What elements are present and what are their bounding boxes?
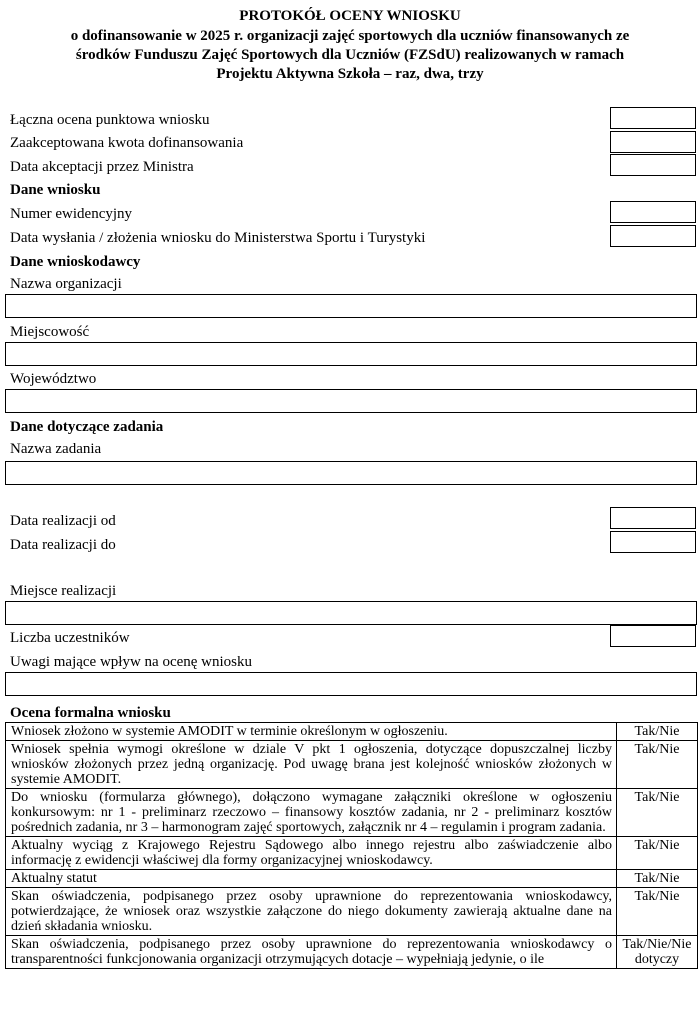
document-subtitle: środków Funduszu Zajęć Sportowych dla Uczniów (FZSdU) realizowanych w ramach [75, 47, 625, 63]
document-title: PROTOKÓŁ OCENY WNIOSKU [239, 8, 461, 24]
document-subtitle: o dofinansowanie w 2025 r. organizacji zajęć sportowych dla uczniów finansowanych ze [70, 28, 630, 44]
participants-label: Liczba uczestników [10, 630, 130, 646]
table-row [6, 936, 698, 969]
document-subtitle: Projektu Aktywna Szkoła – raz, dwa, trzy [216, 66, 484, 82]
criterion-answer[interactable]: Tak/Nie [617, 870, 698, 888]
submission-date-label: Data wysłania / złożenia wniosku do Ministerstwa Sportu i Turystyki [10, 230, 426, 246]
criterion-text: Skan oświadczenia, podpisanego przez osoby uprawnione do reprezentowania wnioskodawcy o transparentności funkcjonowania organizacji otrzymujących dotacje – wypełniają jedynie, o ile [6, 936, 617, 969]
registration-number-label: Numer ewidencyjny [10, 206, 133, 222]
task-name-label: Nazwa zadania [10, 441, 102, 457]
locality-label: Miejscowość [10, 324, 90, 340]
voivodeship-label: Województwo [10, 371, 97, 387]
criterion-answer[interactable]: Tak/Nie [617, 789, 698, 837]
minister-acceptance-date-label: Data akceptacji przez Ministra [10, 159, 194, 175]
organization-name-label: Nazwa organizacji [10, 276, 122, 292]
date-from-label: Data realizacji od [10, 513, 116, 529]
criterion-text: Wniosek spełnia wymogi określone w dziale V pkt 1 ogłoszenia, dotyczące dopuszczalnej liczby wniosków złożonych przez jedną organizację. Pod uwagę brana jest kolejność wniosków złożonych w systemie AMODIT. [6, 741, 617, 789]
application-data-heading: Dane wniosku [10, 182, 101, 198]
date-to-field[interactable] [610, 531, 696, 553]
place-field[interactable] [5, 601, 697, 625]
participants-field[interactable] [610, 625, 696, 647]
table-row [6, 870, 698, 888]
minister-acceptance-date-field[interactable] [610, 154, 696, 176]
voivodeship-field[interactable] [5, 389, 697, 413]
task-name-field[interactable] [5, 461, 697, 485]
table-row [6, 837, 698, 870]
date-from-field[interactable] [610, 507, 696, 529]
criterion-text: Aktualny statut [6, 870, 617, 888]
organization-name-field[interactable] [5, 294, 697, 318]
task-data-heading: Dane dotyczące zadania [10, 419, 164, 435]
formal-assessment-table [5, 722, 698, 969]
date-to-label: Data realizacji do [10, 537, 116, 553]
place-label: Miejsce realizacji [10, 583, 117, 599]
registration-number-field[interactable] [610, 201, 696, 223]
criterion-answer[interactable]: Tak/Nie [617, 837, 698, 870]
criterion-text: Do wniosku (formularza głównego), dołączono wymagane załączniki określone w ogłoszeniu konkursowym: nr 1 - preliminarz rzeczowo – finansowy kosztów zadania, nr 2 - preliminarz kosztów pośrednich zadania, nr 3 – harmonogram zajęć sportowych, załącznik nr 4 – regulamin i program zadania. [6, 789, 617, 837]
criterion-answer[interactable]: Tak/Nie [617, 723, 698, 741]
criterion-answer[interactable]: Tak/Nie/Nie dotyczy [617, 936, 698, 969]
criterion-text: Skan oświadczenia, podpisanego przez osoby uprawnione do reprezentowania wnioskodawcy, potwierdzające, że wniosek oraz wszystkie załączone do niego dokumenty zawierają aktualne dane na dzień składania wniosku. [6, 888, 617, 936]
accepted-amount-label: Zaakceptowana kwota dofinansowania [10, 135, 244, 151]
table-row [6, 723, 698, 741]
criterion-text: Wniosek złożono w systemie AMODIT w terminie określonym w ogłoszeniu. [6, 723, 617, 741]
remarks-field[interactable] [5, 672, 697, 696]
accepted-amount-field[interactable] [610, 131, 696, 153]
locality-field[interactable] [5, 342, 697, 366]
table-row [6, 789, 698, 837]
criterion-answer[interactable]: Tak/Nie [617, 888, 698, 936]
criterion-text: Aktualny wyciąg z Krajowego Rejestru Sądowego albo innego rejestru albo zaświadczenie albo informację z ewidencji właściwej dla formy organizacyjnej wnioskodawcy. [6, 837, 617, 870]
remarks-label: Uwagi mające wpływ na ocenę wniosku [10, 654, 253, 670]
submission-date-field[interactable] [610, 225, 696, 247]
table-row [6, 741, 698, 789]
table-row [6, 888, 698, 936]
formal-assessment-heading: Ocena formalna wniosku [10, 705, 171, 721]
applicant-data-heading: Dane wnioskodawcy [10, 254, 141, 270]
total-score-field[interactable] [610, 107, 696, 129]
criterion-answer[interactable]: Tak/Nie [617, 741, 698, 789]
total-score-label: Łączna ocena punktowa wniosku [10, 112, 210, 128]
